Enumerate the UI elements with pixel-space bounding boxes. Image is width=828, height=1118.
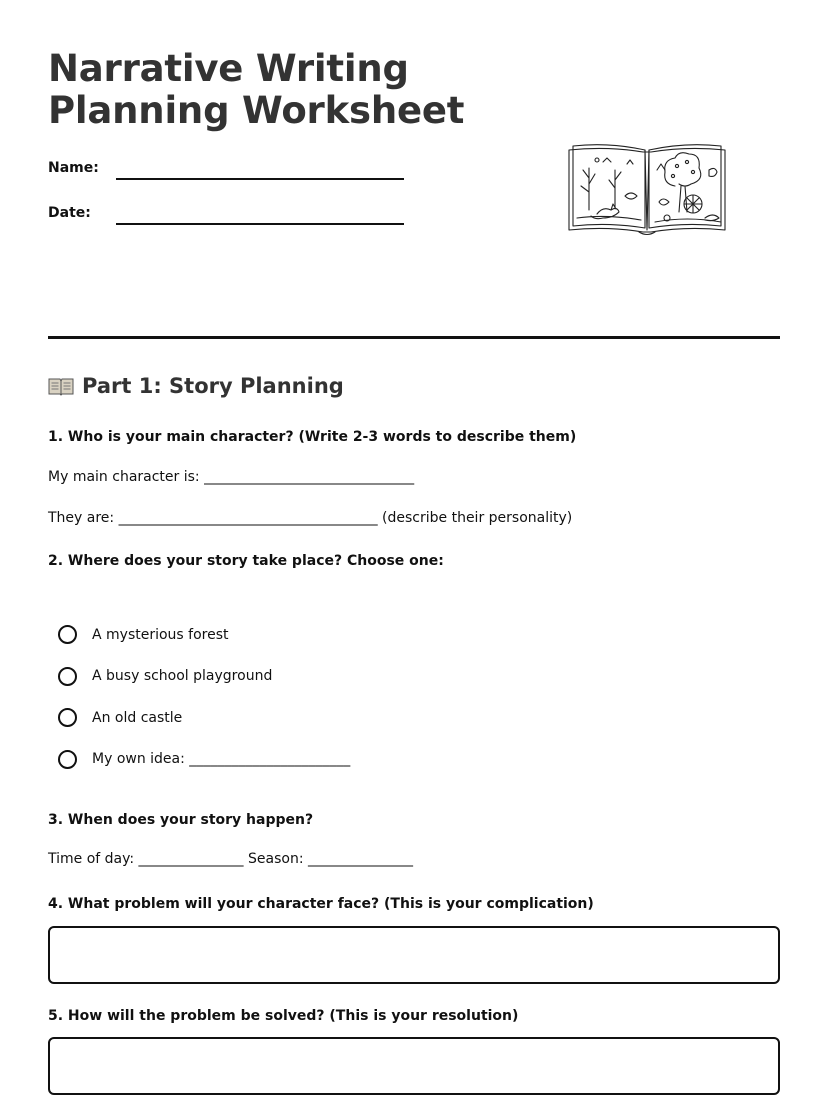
part-1-heading [48, 374, 344, 398]
option-label: A busy school playground [92, 668, 273, 685]
section-divider [48, 336, 780, 339]
setting-options [58, 614, 350, 780]
setting-option-castle[interactable] [58, 697, 350, 739]
option-label: A mysterious forest [92, 626, 229, 643]
radio-button[interactable] [58, 625, 77, 644]
question-1: 1. Who is your main character? (Write 2-3 words to describe them) [48, 429, 577, 445]
question-4: 4. What problem will your character face? (This is your complication) [48, 896, 594, 912]
resolution-answer-box[interactable] [48, 1037, 780, 1095]
option-label: An old castle [92, 709, 183, 726]
date-label: Date: [48, 205, 91, 221]
name-line[interactable] [116, 160, 404, 180]
personality-line[interactable]: They are: _____________________________________ (describe their personality) [48, 510, 573, 526]
radio-button[interactable] [58, 708, 77, 727]
date-line[interactable] [116, 205, 404, 225]
title-line-1: Narrative Writing [48, 47, 409, 90]
page-title [48, 48, 780, 132]
worksheet-page [48, 47, 780, 1024]
open-book-icon [48, 376, 74, 396]
setting-option-playground[interactable] [58, 656, 350, 698]
date-field-row [48, 205, 404, 225]
name-label: Name: [48, 160, 99, 176]
time-season-line[interactable]: Time of day: _______________ Season: _______________ [48, 851, 413, 867]
part-1-heading-text: Part 1: Story Planning [82, 374, 344, 398]
storybook-illustration [567, 140, 727, 236]
question-5: 5. How will the problem be solved? (This is your resolution) [48, 1008, 519, 1024]
radio-button[interactable] [58, 750, 77, 769]
title-line-2: Planning Worksheet [48, 89, 465, 132]
main-character-line[interactable]: My main character is: ______________________________ [48, 469, 415, 485]
setting-option-forest[interactable] [58, 614, 350, 656]
name-field-row [48, 160, 404, 180]
question-2: 2. Where does your story take place? Choose one: [48, 553, 444, 569]
question-3: 3. When does your story happen? [48, 812, 314, 828]
complication-answer-box[interactable] [48, 926, 780, 984]
option-label: My own idea: _______________________ [92, 751, 351, 768]
radio-button[interactable] [58, 667, 77, 686]
setting-option-own-idea[interactable] [58, 739, 350, 781]
